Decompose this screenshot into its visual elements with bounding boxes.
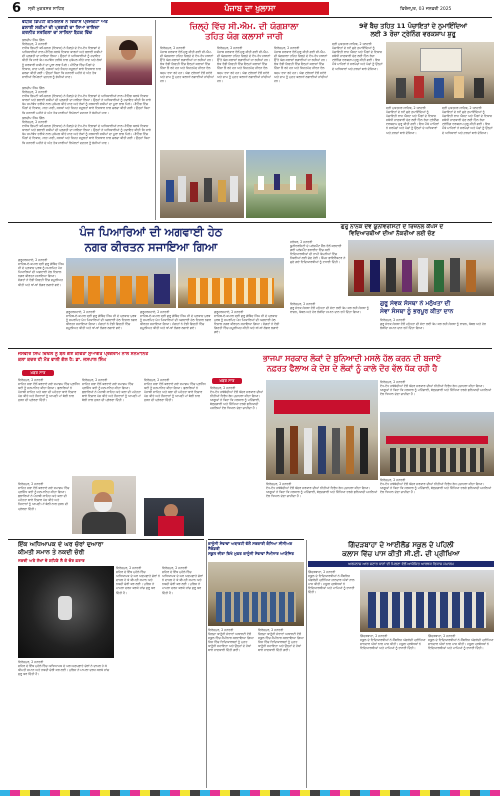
story-3-body-col1: ਸ੍ਰੀ ਮੁਕਤਸਰ ਸਾਹਿਬ, 2 ਜਨਵਰੀ ਪੰਚਾਇਤਾਂ ਦੇ ਨਵੇਂ ਚੁਣੇ ਨੁਮਾਇੰਦਿਆਂ ਨੂੰ ਪੰਚਾਇਤੀ ਰਾਜ ਐਕਟ ਅਤੇ ਪਿੰਡਾਂ ਦੇ ਵਿਕਾਸ ਸਬੰਧੀ ਜਾਣਕਾਰੀ ਦੇਣ ਲਈ ਤਿੰਨ ਰੋਜ਼ਾ ਟ੍ਰੇਨਿੰਗ ਵਰਕਸ਼ਾਪ ਸ਼ੁਰੂ ਕੀਤੀ ਗਈ। ਇਸ ਮੌਕੇ ਮਾਹਿਰਾਂ ਨੇ ਸਰਪੰਚਾਂ ਅਤੇ ਪੰਚਾਂ ਨੂੰ ਉਨ੍ਹਾਂ ਦੇ ਅਧਿਕਾਰਾਂ ਅਤੇ ਫ਼ਰਜ਼ਾਂ ਬਾਰੇ ਦੱਸਿਆ। — [332, 42, 383, 71]
story-8-body: ਫਿਰੋਜ਼ਪੁਰ, 2 ਜਨਵਰੀ ਵੱਖ-ਵੱਖ ਜਥੇਬੰਦੀਆਂ ਵੱਲੋਂ ਕੇਂਦਰ ਸਰਕਾਰ ਦੀਆਂ ਨੀਤੀਆਂ ਵਿਰੁੱਧ ਰੋਸ ਮੁਜ਼ਾਹਰਾ ਕੀਤਾ ਗਿਆ। ਆਗੂਆਂ ਨੇ ਕਿਹਾ ਕਿ ਸਰਕਾਰ ਨੂੰ ਮਹਿੰਗਾਈ, ਬੇਰੁਜ਼ਗਾਰੀ ਅਤੇ ਸਿੱਖਿਆ ਵਰਗੇ ਬੁਨਿਆਦੀ ਮਸਲਿਆਂ ਵੱਲ ਧਿਆਨ ਦੇਣਾ ਚਾਹੀਦਾ ਹੈ। — [210, 386, 264, 411]
story-4-body: ਗੁਰੂਹਰਸਹਾਏ, 2 ਜਨਵਰੀ ਸਾਹਿਬ-ਏ-ਕਮਾਲ ਸ੍ਰੀ ਗੁਰੂ ਗੋਬਿੰਦ ਸਿੰਘ ਜੀ ਦੇ ਪ੍ਰਕਾਸ਼ ਪੁਰਬ ਨੂੰ ਸਮਰਪਿਤ ਪੰਜ ਪਿਆਰਿਆਂ ਦੀ ਅਗਵਾਈ ਹੇਠ ਵਿਸ਼ਾਲ ਨਗਰ ਕੀਰਤਨ ਸਜਾਇਆ ਗਿਆ। ਸੰਗਤਾਂ ਨੇ ਵੱਡੀ ਗਿਣਤੀ ਵਿੱਚ ਸ਼ਮੂਲੀਅਤ ਕੀਤੀ ਅਤੇ ਥਾਂ-ਥਾਂ ਲੰਗਰ ਲਗਾਏ ਗਏ। — [18, 258, 64, 287]
story-7-body: ਫਿਰੋਜ਼ਪੁਰ, 2 ਜਨਵਰੀ ਸਾਹਿਤ ਸਭਾ ਵੱਲੋਂ ਕਰਵਾਏ ਗਏ ਸਮਾਗਮ ਵਿੱਚ ਪ੍ਰਸਿੱਧ ਕਵੀ ਨੂੰ ਸਨਮਾਨਿਤ ਕੀਤਾ ਗਿਆ। ਬੁਲਾਰਿਆਂ ਨੇ ਪੰਜਾਬੀ ਸਾਹਿਤ ਅਤੇ ਕਲਾ ਦੀ ਮਹੱਤਤਾ ਬਾਰੇ ਵਿਚਾਰ ਪੇਸ਼ ਕੀਤੇ ਅਤੇ ਨੌਜਵਾਨਾਂ ਨੂੰ ਆਪਣੀ ਮਾਂ ਬੋਲੀ ਨਾਲ ਜੁੜਨ ਦੀ ਪ੍ਰੇਰਣਾ ਦਿੱਤੀ। — [18, 378, 80, 403]
poet-portrait-photo — [72, 476, 136, 534]
story-1-extra-body: ਕੁਲਦੀਪ ਸਿੰਘ ਗਿੱਲ ਫਿਰੋਜ਼ਪੁਰ, 2 ਜਨਵਰੀ ਵਧੀਕ ਡਿਪਟੀ ਕਮਿਸ਼ਨਰ (ਵਿਕਾਸ) ਨੇ ਜ਼ਿਲ੍ਹੇ ਦੇ ਵੱਖ-ਵੱਖ ਵਿਭਾਗਾਂ ਦੇ ਅਧਿਕਾਰੀਆਂ ਨਾਲ ਮੀਟਿੰਗ ਕਰਕੇ ਵਿਕਾਸ ਕਾਰਜਾਂ ਅਤੇ ਭਲਾਈ ਸਕੀਮਾਂ ਦੀ ਪ੍ਰਗਤੀ ਦਾ ਜਾਇਜ਼ਾ ਲਿਆ। ਉਨ੍ਹਾਂ ਨੇ ਅਧਿਕਾਰੀਆਂ ਨੂੰ ਹਦਾਇਤ ਕੀਤੀ ਕਿ ਸਾਰੇ ਕੰਮ ਸਮਾਂਬੱਧ ਤਰੀਕੇ ਨਾਲ ਮੁਕੰਮਲ ਕੀਤੇ ਜਾਣ ਅਤੇ ਲੋਕਾਂ ਨੂੰ ਸਰਕਾਰੀ ਸਕੀਮਾਂ ਦਾ ਪੂਰਾ ਲਾਭ ਮਿਲੇ। ਮੀਟਿੰਗ ਵਿੱਚ ਪਿੰਡਾਂ ਦੇ ਵਿਕਾਸ, ਸਾਫ਼ ਪਾਣੀ, ਸੜਕਾਂ ਅਤੇ ਸਿਹਤ ਸਹੂਲਤਾਂ ਬਾਰੇ ਵਿਸਥਾਰ ਨਾਲ ਚਰਚਾ ਕੀਤੀ ਗਈ। ਉਨ੍ਹਾਂ ਕਿਹਾ ਕਿ ਜਨਵਰੀ ਮਹੀਨੇ ਦੇ ਅੰਤ ਤੱਕ ਸਾਰੀਆਂ ਰਿਪੋਰਟਾਂ ਦਫ਼ਤਰ ਨੂੰ ਭੇਜੀਆਂ ਜਾਣ। — [22, 116, 151, 145]
story-6-body: ਫਿਰੋਜ਼ਪੁਰ, 2 ਜਨਵਰੀ ਗੁਰੂ ਸੇਵਕ ਸੰਸਥਾ ਵੱਲੋਂ ਮਨੁੱਖਤਾ ਦੀ ਸੇਵਾ ਲਈ ਕੰਮ ਕਰ ਰਹੀ ਸੰਸਥਾ ਨੂੰ ਰਾਸ਼ਨ, ਕੰਬਲ ਅਤੇ ਹੋਰ ਲੋੜੀਂਦਾ ਸਮਾਨ ਦਾਨ ਵਜੋਂ ਦਿੱਤਾ ਗਿਆ। — [290, 302, 369, 315]
story-7-body-2: ਫਿਰੋਜ਼ਪੁਰ, 2 ਜਨਵਰੀ ਸਾਹਿਤ ਸਭਾ ਵੱਲੋਂ ਕਰਵਾਏ ਗਏ ਸਮਾਗਮ ਵਿੱਚ ਪ੍ਰਸਿੱਧ ਕਵੀ ਨੂੰ ਸਨਮਾਨਿਤ ਕੀਤਾ ਗਿਆ। ਬੁਲਾਰਿਆਂ ਨੇ ਪੰਜਾਬੀ ਸਾਹਿਤ ਅਤੇ ਕਲਾ ਦੀ ਮਹੱਤਤਾ ਬਾਰੇ ਵਿਚਾਰ ਪੇਸ਼ ਕੀਤੇ ਅਤੇ ਨੌਜਵਾਨਾਂ ਨੂੰ ਆਪਣੀ ਮਾਂ ਬੋਲੀ ਨਾਲ ਜੁੜਨ ਦੀ ਪ੍ਰੇਰਣਾ ਦਿੱਤੀ। — [82, 378, 141, 403]
news-tag-2: ਖ਼ਬਰ ਸਾਰ — [212, 378, 242, 384]
story-11-body: ਗਿੱਦੜਬਾਹਾ, 2 ਜਨਵਰੀ ਸਕੂਲ ਦੇ ਵਿਦਿਆਰਥੀਆਂ ਨੇ ਕੈਂਬਰਿਜ ਅੰਗਰੇਜ਼ੀ ਪ੍ਰੀਖਿਆ ਸ਼ਾਨਦਾਰ ਅੰਕਾਂ ਨਾਲ ਪਾਸ ਕੀਤੀ। ਸਕੂਲ ਪ੍ਰਬੰਧਕਾਂ ਨੇ ਵਿਦਿਆਰਥੀਆਂ ਅਤੇ ਮਾਪਿਆਂ ਨੂੰ ਵਧਾਈ ਦਿੱਤੀ। — [308, 570, 355, 595]
event-speaker-photo — [144, 498, 204, 536]
story-2-body-col3: ਫਿਰੋਜ਼ਪੁਰ, 2 ਜਨਵਰੀ ਪੰਜਾਬ ਸਰਕਾਰ ਵੱਲੋਂ ਸ਼ੁਰੂ ਕੀਤੀ ਗਈ ਸੀ.ਐਮ. ਦੀ ਯੋਗਸ਼ਾਲਾ ਤਹਿਤ ਜ਼ਿਲ੍ਹੇ ਦੇ ਵੱਖ-ਵੱਖ ਸਥਾਨਾਂ ਉੱਤੇ ਯੋਗ ਕਲਾਸਾਂ ਲਗਾਈਆਂ ਜਾ ਰਹੀਆਂ ਹਨ। ਲੋਕ ਵੱਡੀ ਗਿਣਤੀ ਵਿੱਚ ਇਨ੍ਹਾਂ ਕਲਾਸਾਂ ਵਿੱਚ ਹਿੱਸਾ ਲੈ ਰਹੇ ਹਨ ਅਤੇ ਸਿਹਤਮੰਦ ਜੀਵਨ ਵੱਲ ਕਦਮ ਵਧਾ ਰਹੇ ਹਨ। ਯੋਗ ਟ੍ਰੇਨਰਾਂ ਵੱਲੋਂ ਸਵੇਰੇ ਅਤੇ ਸ਼ਾਮ ਨੂੰ ਮੁਫ਼ਤ ਕਲਾਸਾਂ ਲਗਾਈਆਂ ਜਾਂਦੀਆਂ ਹਨ। — [274, 46, 328, 83]
story-1-headline: ਵਧੀਕ ਡਿਪਟੀ ਕਮਿਸ਼ਨਰ ਨੇ ਵਿਕਾਸ ਪ੍ਰੋਜੈਕਟਾਂ ਅਤੇ ਭਲਾਈ ਸਕੀਮਾਂ ਦੀ ਪ੍ਰਗਤੀ ਦਾ ਲਿਆ ਜਾਇਜ਼ਾ ਕਰਨੀਤ ਸਰਕਿਲਾ ਦਾ ਸਾਲਿਨਾ ਬੈਠਕ ਵਿੱਚ — [22, 20, 108, 37]
training-workshop-photo — [386, 42, 494, 104]
header-rule — [8, 17, 492, 18]
official-portrait-photo — [106, 36, 152, 85]
school-students-photo — [360, 570, 494, 632]
story-11-body-2: ਗਿੱਦੜਬਾਹਾ, 2 ਜਨਵਰੀ ਸਕੂਲ ਦੇ ਵਿਦਿਆਰਥੀਆਂ ਨੇ ਕੈਂਬਰਿਜ ਅੰਗਰੇਜ਼ੀ ਪ੍ਰੀਖਿਆ ਸ਼ਾਨਦਾਰ ਅੰਕਾਂ ਨਾਲ ਪਾਸ ਕੀਤੀ। ਸਕੂਲ ਪ੍ਰਬੰਧਕਾਂ ਨੇ ਵਿਦਿਆਰਥੀਆਂ ਅਤੇ ਮਾਪਿਆਂ ਨੂੰ ਵਧਾਈ ਦਿੱਤੀ। — [360, 634, 426, 651]
story-7-body-4: ਫਿਰੋਜ਼ਪੁਰ, 2 ਜਨਵਰੀ ਸਾਹਿਤ ਸਭਾ ਵੱਲੋਂ ਕਰਵਾਏ ਗਏ ਸਮਾਗਮ ਵਿੱਚ ਪ੍ਰਸਿੱਧ ਕਵੀ ਨੂੰ ਸਨਮਾਨਿਤ ਕੀਤਾ ਗਿਆ। ਬੁਲਾਰਿਆਂ ਨੇ ਪੰਜਾਬੀ ਸਾਹਿਤ ਅਤੇ ਕਲਾ ਦੀ ਮਹੱਤਤਾ ਬਾਰੇ ਵਿਚਾਰ ਪੇਸ਼ ਕੀਤੇ ਅਤੇ ਨੌਜਵਾਨਾਂ ਨੂੰ ਆਪਣੀ ਮਾਂ ਬੋਲੀ ਨਾਲ ਜੁੜਨ ਦੀ ਪ੍ਰੇਰਣਾ ਦਿੱਤੀ। — [18, 482, 70, 511]
story-5-body: ਜਲੰਧਰ, 2 ਜਨਵਰੀ ਯੂਨੀਵਰਸਿਟੀ ਦੇ ਪਲੇਸਮੈਂਟ ਸੈੱਲ ਵੱਲੋਂ ਕਰਵਾਈ ਗਈ ਪਲੇਸਮੈਂਟ ਡਰਾਈਵ ਵਿੱਚ ਕਈ ਵਿਦਿਆਰਥੀਆਂ ਦੀ ਨਾਮੀ ਕੰਪਨੀਆਂ ਵਿੱਚ ਨੌਕਰੀਆਂ ਲਈ ਚੋਣ ਹੋਈ। ਕੈਂਪਸ ਡਾਇਰੈਕਟਰ ਨੇ ਚੁਣੇ ਗਏ ਵਿਦਿਆਰਥੀਆਂ ਨੂੰ ਵਧਾਈ ਦਿੱਤੀ। — [290, 240, 346, 265]
page-number: 6 — [12, 1, 22, 16]
story-2-body-col2: ਫਿਰੋਜ਼ਪੁਰ, 2 ਜਨਵਰੀ ਪੰਜਾਬ ਸਰਕਾਰ ਵੱਲੋਂ ਸ਼ੁਰੂ ਕੀਤੀ ਗਈ ਸੀ.ਐਮ. ਦੀ ਯੋਗਸ਼ਾਲਾ ਤਹਿਤ ਜ਼ਿਲ੍ਹੇ ਦੇ ਵੱਖ-ਵੱਖ ਸਥਾਨਾਂ ਉੱਤੇ ਯੋਗ ਕਲਾਸਾਂ ਲਗਾਈਆਂ ਜਾ ਰਹੀਆਂ ਹਨ। ਲੋਕ ਵੱਡੀ ਗਿਣਤੀ ਵਿੱਚ ਇਨ੍ਹਾਂ ਕਲਾਸਾਂ ਵਿੱਚ ਹਿੱਸਾ ਲੈ ਰਹੇ ਹਨ ਅਤੇ ਸਿਹਤਮੰਦ ਜੀਵਨ ਵੱਲ ਕਦਮ ਵਧਾ ਰਹੇ ਹਨ। ਯੋਗ ਟ੍ਰੇਨਰਾਂ ਵੱਲੋਂ ਸਵੇਰੇ ਅਤੇ ਸ਼ਾਮ ਨੂੰ ਮੁਫ਼ਤ ਕਲਾਸਾਂ ਲਗਾਈਆਂ ਜਾਂਦੀਆਂ ਹਨ। — [217, 46, 271, 83]
story-8-body-4: ਫਿਰੋਜ਼ਪੁਰ, 2 ਜਨਵਰੀ ਵੱਖ-ਵੱਖ ਜਥੇਬੰਦੀਆਂ ਵੱਲੋਂ ਕੇਂਦਰ ਸਰਕਾਰ ਦੀਆਂ ਨੀਤੀਆਂ ਵਿਰੁੱਧ ਰੋਸ ਮੁਜ਼ਾਹਰਾ ਕੀਤਾ ਗਿਆ। ਆਗੂਆਂ ਨੇ ਕਿਹਾ ਕਿ ਸਰਕਾਰ ਨੂੰ ਮਹਿੰਗਾਈ, ਬੇਰੁਜ਼ਗਾਰੀ ਅਤੇ ਸਿੱਖਿਆ ਵਰਗੇ ਬੁਨਿਆਦੀ ਮਸਲਿਆਂ ਵੱਲ ਧਿਆਨ ਦੇਣਾ ਚਾਹੀਦਾ ਹੈ। — [380, 478, 492, 495]
yoga-class-photo — [160, 150, 244, 218]
nagar-kirtan-photo-1 — [66, 258, 176, 308]
story-9-top-rule — [8, 539, 204, 540]
yoga-outdoor-photo — [246, 150, 326, 218]
story-1-body-cont: ਕੁਲਦੀਪ ਸਿੰਘ ਗਿੱਲ ਫਿਰੋਜ਼ਪੁਰ, 2 ਜਨਵਰੀ ਵਧੀਕ ਡਿਪਟੀ ਕਮਿਸ਼ਨਰ (ਵਿਕਾਸ) ਨੇ ਜ਼ਿਲ੍ਹੇ ਦੇ ਵੱਖ-ਵੱਖ ਵਿਭਾਗਾਂ ਦੇ ਅਧਿਕਾਰੀਆਂ ਨਾਲ ਮੀਟਿੰਗ ਕਰਕੇ ਵਿਕਾਸ ਕਾਰਜਾਂ ਅਤੇ ਭਲਾਈ ਸਕੀਮਾਂ ਦੀ ਪ੍ਰਗਤੀ ਦਾ ਜਾਇਜ਼ਾ ਲਿਆ। ਉਨ੍ਹਾਂ ਨੇ ਅਧਿਕਾਰੀਆਂ ਨੂੰ ਹਦਾਇਤ ਕੀਤੀ ਕਿ ਸਾਰੇ ਕੰਮ ਸਮਾਂਬੱਧ ਤਰੀਕੇ ਨਾਲ ਮੁਕੰਮਲ ਕੀਤੇ ਜਾਣ ਅਤੇ ਲੋਕਾਂ ਨੂੰ ਸਰਕਾਰੀ ਸਕੀਮਾਂ ਦਾ ਪੂਰਾ ਲਾਭ ਮਿਲੇ। ਮੀਟਿੰਗ ਵਿੱਚ ਪਿੰਡਾਂ ਦੇ ਵਿਕਾਸ, ਸਾਫ਼ ਪਾਣੀ, ਸੜਕਾਂ ਅਤੇ ਸਿਹਤ ਸਹੂਲਤਾਂ ਬਾਰੇ ਵਿਸਥਾਰ ਨਾਲ ਚਰਚਾ ਕੀਤੀ ਗਈ। ਉਨ੍ਹਾਂ ਕਿਹਾ ਕਿ ਜਨਵਰੀ ਮਹੀਨੇ ਦੇ ਅੰਤ ਤੱਕ ਸਾਰੀਆਂ ਰਿਪੋਰਟਾਂ ਦਫ਼ਤਰ ਨੂੰ ਭੇਜੀਆਂ ਜਾਣ। — [22, 86, 151, 114]
story-11-subheadline: ਅਰਜਨਾਸ਼ ਆਰ ਸਟਾਰ ਧਾਨਾਂ ਦੀ ਮਿਲਣਾ ਵੱਲੋਂ ਆਯੋਜਿਤ ਆਰਥਕ ਵਿਕਾਸ ਸਮਾਗਮ — [308, 561, 494, 567]
issue-date: ਫਿਰੋਜ਼ਪੁਰ, 03 ਜਨਵਰੀ 2025 — [400, 7, 452, 12]
news-tag-1: ਖ਼ਬਰ ਸਾਰ — [22, 370, 54, 376]
story-3-body-col2: ਸ੍ਰੀ ਮੁਕਤਸਰ ਸਾਹਿਬ, 2 ਜਨਵਰੀ ਪੰਚਾਇਤਾਂ ਦੇ ਨਵੇਂ ਚੁਣੇ ਨੁਮਾਇੰਦਿਆਂ ਨੂੰ ਪੰਚਾਇਤੀ ਰਾਜ ਐਕਟ ਅਤੇ ਪਿੰਡਾਂ ਦੇ ਵਿਕਾਸ ਸਬੰਧੀ ਜਾਣਕਾਰੀ ਦੇਣ ਲਈ ਤਿੰਨ ਰੋਜ਼ਾ ਟ੍ਰੇਨਿੰਗ ਵਰਕਸ਼ਾਪ ਸ਼ੁਰੂ ਕੀਤੀ ਗਈ। ਇਸ ਮੌਕੇ ਮਾਹਿਰਾਂ ਨੇ ਸਰਪੰਚਾਂ ਅਤੇ ਪੰਚਾਂ ਨੂੰ ਉਨ੍ਹਾਂ ਦੇ ਅਧਿਕਾਰਾਂ ਅਤੇ ਫ਼ਰਜ਼ਾਂ ਬਾਰੇ ਦੱਸਿਆ। — [386, 106, 439, 135]
masthead: ਪੰਜਾਬ ਦਾ ਖੁਲਾਸਾ — [171, 2, 329, 15]
column-rule-left — [155, 20, 156, 220]
story-11-headline: ਗਿੱਦੜਬਾਹਾ ਦੇ ਆਈਲੈਂਡ ਸਕੂਲ ਦੇ ਪਹਿਲੀ ਕਲਾਸ ਵਿੱਚ ਪਾਸ ਕੀਤੀ ਸੀ.ਈ. ਦੀ ਪ੍ਰੀਖਿਆ — [342, 541, 460, 558]
story-2-headline: ਜ਼ਿਲ੍ਹੇ ਵਿੱਚ ਸੀ.ਐਮ. ਦੀ ਯੋਗਸ਼ਾਲਾ ਤਹਿਤ ਯੋਗ ਕਲਾਸਾਂ ਜਾਰੀ — [189, 22, 299, 42]
story-4-top-rule — [8, 222, 492, 223]
story-2-body-col1: ਫਿਰੋਜ਼ਪੁਰ, 2 ਜਨਵਰੀ ਪੰਜਾਬ ਸਰਕਾਰ ਵੱਲੋਂ ਸ਼ੁਰੂ ਕੀਤੀ ਗਈ ਸੀ.ਐਮ. ਦੀ ਯੋਗਸ਼ਾਲਾ ਤਹਿਤ ਜ਼ਿਲ੍ਹੇ ਦੇ ਵੱਖ-ਵੱਖ ਸਥਾਨਾਂ ਉੱਤੇ ਯੋਗ ਕਲਾਸਾਂ ਲਗਾਈਆਂ ਜਾ ਰਹੀਆਂ ਹਨ। ਲੋਕ ਵੱਡੀ ਗਿਣਤੀ ਵਿੱਚ ਇਨ੍ਹਾਂ ਕਲਾਸਾਂ ਵਿੱਚ ਹਿੱਸਾ ਲੈ ਰਹੇ ਹਨ ਅਤੇ ਸਿਹਤਮੰਦ ਜੀਵਨ ਵੱਲ ਕਦਮ ਵਧਾ ਰਹੇ ਹਨ। ਯੋਗ ਟ੍ਰੇਨਰਾਂ ਵੱਲੋਂ ਸਵੇਰੇ ਅਤੇ ਸ਼ਾਮ ਨੂੰ ਮੁਫ਼ਤ ਕਲਾਸਾਂ ਲਗਾਈਆਂ ਜਾਂਦੀਆਂ ਹਨ। — [160, 46, 214, 83]
story-3-headline: 9ਵੇਂ ਬੈਚ ਤਹਿਤ 11 ਪੰਚਾਇਤਾਂ ਦੇ ਨੁਮਾਇੰਦਿਆਂ ਲਈ 3 ਰੋਜ਼ਾ ਟ੍ਰੇਨਿੰਗ ਵਰਕਸ਼ਾਪ ਸ਼ੁਰੂ — [359, 22, 467, 38]
story-8-headline: ਭਾਜਪਾ ਸਰਕਾਰ ਲੋਕਾਂ ਦੇ ਬੁਨਿਆਦੀ ਮਸਲੇ ਹੱਲ ਕਰਨ ਦੀ ਬਜਾਏ ਨਫ਼ਰਤ ਫੈਲਾਅ ਕੇ ਦੇਸ਼ ਦੇ ਲੋਕਾਂ ਨੂੰ ਕਾਲੇ ਦੌਰ ਵੱਲ ਧੱਕ ਰਹੀ ਹੈ — [263, 354, 441, 373]
theft-scene-photo — [18, 566, 114, 658]
page-header — [0, 0, 500, 18]
story-8-body-3: ਫਿਰੋਜ਼ਪੁਰ, 2 ਜਨਵਰੀ ਵੱਖ-ਵੱਖ ਜਥੇਬੰਦੀਆਂ ਵੱਲੋਂ ਕੇਂਦਰ ਸਰਕਾਰ ਦੀਆਂ ਨੀਤੀਆਂ ਵਿਰੁੱਧ ਰੋਸ ਮੁਜ਼ਾਹਰਾ ਕੀਤਾ ਗਿਆ। ਆਗੂਆਂ ਨੇ ਕਿਹਾ ਕਿ ਸਰਕਾਰ ਨੂੰ ਮਹਿੰਗਾਈ, ਬੇਰੁਜ਼ਗਾਰੀ ਅਤੇ ਸਿੱਖਿਆ ਵਰਗੇ ਬੁਨਿਆਦੀ ਮਸਲਿਆਂ ਵੱਲ ਧਿਆਨ ਦੇਣਾ ਚਾਹੀਦਾ ਹੈ। — [380, 380, 492, 397]
story-4-headline: ਪੰਜ ਪਿਆਰਿਆਂ ਦੀ ਅਗਵਾਈ ਹੇਠ ਨਗਰ ਕੀਰਤਨ ਸਜਾਇਆ ਗਿਆ — [79, 225, 223, 254]
story-6-body-2: ਫਿਰੋਜ਼ਪੁਰ, 2 ਜਨਵਰੀ ਗੁਰੂ ਸੇਵਕ ਸੰਸਥਾ ਵੱਲੋਂ ਮਨੁੱਖਤਾ ਦੀ ਸੇਵਾ ਲਈ ਕੰਮ ਕਰ ਰਹੀ ਸੰਸਥਾ ਨੂੰ ਰਾਸ਼ਨ, ਕੰਬਲ ਅਤੇ ਹੋਰ ਲੋੜੀਂਦਾ ਸਮਾਨ ਦਾਨ ਵਜੋਂ ਦਿੱਤਾ ਗਿਆ। — [380, 318, 486, 331]
story-5-headline: ਗੁਰੂ ਨਾਨਕ ਦੇਵ ਯੂਨੀਵਰਸਿਟੀ ਦੇ ਰਿਜ਼ਨਲ ਕੈਂਪਸ ਦੇ ਵਿਦਿਆਰਥੀਆਂ ਦੀਆਂ ਨੌਕਰੀਆਂ ਲਈ ਚੋਣ — [340, 224, 444, 237]
color-registration-strip — [0, 790, 500, 796]
story-9-body-2: ਫਿਰੋਜ਼ਪੁਰ, 2 ਜਨਵਰੀ ਸ਼ਹਿਰ ਦੇ ਇੱਕ ਮੁਹੱਲੇ ਵਿੱਚ ਅਧਿਆਪਕ ਦੇ ਘਰ ਅਣਪਛਾਤੇ ਚੋਰਾਂ ਨੇ ਦਾਖ਼ਲ ਹੋ ਕੇ ਕੀਮਤੀ ਸਮਾਨ ਅਤੇ ਨਕਦੀ ਚੋਰੀ ਕਰ ਲਈ। ਪੁਲਿਸ ਨੇ ਮਾਮਲਾ ਦਰਜ ਕਰਕੇ ਜਾਂਚ ਸ਼ੁਰੂ ਕਰ ਦਿੱਤੀ ਹੈ। — [162, 566, 203, 595]
university-students-photo — [348, 240, 494, 296]
story-9-headline: ਇੱਕ ਅਧਿਆਪਕ ਦੇ ਘਰ ਚੋਰਾਂ ਦੁਆਰਾ ਕੀਮਤੀ ਸਮਾਨ ਤੇ ਨਕਦੀ ਚੋਰੀ — [18, 541, 104, 556]
story-7-body-3: ਫਿਰੋਜ਼ਪੁਰ, 2 ਜਨਵਰੀ ਸਾਹਿਤ ਸਭਾ ਵੱਲੋਂ ਕਰਵਾਏ ਗਏ ਸਮਾਗਮ ਵਿੱਚ ਪ੍ਰਸਿੱਧ ਕਵੀ ਨੂੰ ਸਨਮਾਨਿਤ ਕੀਤਾ ਗਿਆ। ਬੁਲਾਰਿਆਂ ਨੇ ਪੰਜਾਬੀ ਸਾਹਿਤ ਅਤੇ ਕਲਾ ਦੀ ਮਹੱਤਤਾ ਬਾਰੇ ਵਿਚਾਰ ਪੇਸ਼ ਕੀਤੇ ਅਤੇ ਨੌਜਵਾਨਾਂ ਨੂੰ ਆਪਣੀ ਮਾਂ ਬੋਲੀ ਨਾਲ ਜੁੜਨ ਦੀ ਪ੍ਰੇਰਣਾ ਦਿੱਤੀ। — [144, 378, 206, 403]
story-1-body: ਕੁਲਦੀਪ ਸਿੰਘ ਗਿੱਲ ਫਿਰੋਜ਼ਪੁਰ, 2 ਜਨਵਰੀ ਵਧੀਕ ਡਿਪਟੀ ਕਮਿਸ਼ਨਰ (ਵਿਕਾਸ) ਨੇ ਜ਼ਿਲ੍ਹੇ ਦੇ ਵੱਖ-ਵੱਖ ਵਿਭਾਗਾਂ ਦੇ ਅਧਿਕਾਰੀਆਂ ਨਾਲ ਮੀਟਿੰਗ ਕਰਕੇ ਵਿਕਾਸ ਕਾਰਜਾਂ ਅਤੇ ਭਲਾਈ ਸਕੀਮਾਂ ਦੀ ਪ੍ਰਗਤੀ ਦਾ ਜਾਇਜ਼ਾ ਲਿਆ। ਉਨ੍ਹਾਂ ਨੇ ਅਧਿਕਾਰੀਆਂ ਨੂੰ ਹਦਾਇਤ ਕੀਤੀ ਕਿ ਸਾਰੇ ਕੰਮ ਸਮਾਂਬੱਧ ਤਰੀਕੇ ਨਾਲ ਮੁਕੰਮਲ ਕੀਤੇ ਜਾਣ ਅਤੇ ਲੋਕਾਂ ਨੂੰ ਸਰਕਾਰੀ ਸਕੀਮਾਂ ਦਾ ਪੂਰਾ ਲਾਭ ਮਿਲੇ। ਮੀਟਿੰਗ ਵਿੱਚ ਪਿੰਡਾਂ ਦੇ ਵਿਕਾਸ, ਸਾਫ਼ ਪਾਣੀ, ਸੜਕਾਂ ਅਤੇ ਸਿਹਤ ਸਹੂਲਤਾਂ ਬਾਰੇ ਵਿਸਥਾਰ ਨਾਲ ਚਰਚਾ ਕੀਤੀ ਗਈ। ਉਨ੍ਹਾਂ ਕਿਹਾ ਕਿ ਜਨਵਰੀ ਮਹੀਨੇ ਦੇ ਅੰਤ ਤੱਕ ਸਾਰੀਆਂ ਰਿਪੋਰਟਾਂ ਦਫ਼ਤਰ ਨੂੰ ਭੇਜੀਆਂ ਜਾਣ। — [22, 38, 103, 79]
column-rule-bottom-1 — [206, 540, 207, 788]
story-9-subheadline: ਨਕਦੀ ਅਤੇ ਲੱਖਾਂ ਦੇ ਗਹਿਣੇ ਲੈ ਕੇ ਚੋਰ ਫ਼ਰਾਰ — [18, 558, 85, 563]
story-10-body-2: ਫਿਰੋਜ਼ਪੁਰ, 2 ਜਨਵਰੀ ਜ਼ਿਲ੍ਹਾ ਕਾਨੂੰਨੀ ਸੇਵਾਵਾਂ ਅਥਾਰਟੀ ਵੱਲੋਂ ਸਕੂਲ ਵਿੱਚ ਸੈਮੀਨਾਰ ਕਰਵਾਇਆ ਗਿਆ ਜਿਸ ਵਿੱਚ ਵਿਦਿਆਰਥਣਾਂ ਨੂੰ ਮੁਫ਼ਤ ਕਾਨੂੰਨੀ ਸਹਾਇਤਾ ਅਤੇ ਉਨ੍ਹਾਂ ਦੇ ਹੱਕਾਂ ਬਾਰੇ ਜਾਣਕਾਰੀ ਦਿੱਤੀ ਗਈ। — [258, 628, 304, 653]
story-10-headline: ਕਾਨੂੰਨੀ ਸੇਵਾਵਾਂ ਅਥਾਰਟੀ ਵੱਲੋਂ ਸਰਕਾਰੀ ਕੰਨਿਆ ਸੀਨੀਅਰ ਸੈਕੰਡਰੀ ਸਕੂਲ ਜ਼ੀਰਾ ਵਿਖੇ ਮੁਫ਼ਤ ਕਾਨੂੰਨੀ ਸੇਵਾਵਾਂ ਸੈਮੀਨਾਰ ਆਯੋਜਿਤ — [208, 541, 294, 556]
protest-street-photo — [380, 412, 494, 476]
story-4-body-4: ਗੁਰੂਹਰਸਹਾਏ, 2 ਜਨਵਰੀ ਸਾਹਿਬ-ਏ-ਕਮਾਲ ਸ੍ਰੀ ਗੁਰੂ ਗੋਬਿੰਦ ਸਿੰਘ ਜੀ ਦੇ ਪ੍ਰਕਾਸ਼ ਪੁਰਬ ਨੂੰ ਸਮਰਪਿਤ ਪੰਜ ਪਿਆਰਿਆਂ ਦੀ ਅਗਵਾਈ ਹੇਠ ਵਿਸ਼ਾਲ ਨਗਰ ਕੀਰਤਨ ਸਜਾਇਆ ਗਿਆ। ਸੰਗਤਾਂ ਨੇ ਵੱਡੀ ਗਿਣਤੀ ਵਿੱਚ ਸ਼ਮੂਲੀਅਤ ਕੀਤੀ ਅਤੇ ਥਾਂ-ਥਾਂ ਲੰਗਰ ਲਗਾਏ ਗਏ। — [214, 310, 280, 335]
story-4-body-2: ਗੁਰੂਹਰਸਹਾਏ, 2 ਜਨਵਰੀ ਸਾਹਿਬ-ਏ-ਕਮਾਲ ਸ੍ਰੀ ਗੁਰੂ ਗੋਬਿੰਦ ਸਿੰਘ ਜੀ ਦੇ ਪ੍ਰਕਾਸ਼ ਪੁਰਬ ਨੂੰ ਸਮਰਪਿਤ ਪੰਜ ਪਿਆਰਿਆਂ ਦੀ ਅਗਵਾਈ ਹੇਠ ਵਿਸ਼ਾਲ ਨਗਰ ਕੀਰਤਨ ਸਜਾਇਆ ਗਿਆ। ਸੰਗਤਾਂ ਨੇ ਵੱਡੀ ਗਿਣਤੀ ਵਿੱਚ ਸ਼ਮੂਲੀਅਤ ਕੀਤੀ ਅਤੇ ਥਾਂ-ਥਾਂ ਲੰਗਰ ਲਗਾਏ ਗਏ। — [66, 310, 138, 331]
publisher-name: ਸ੍ਰੀ ਮੁਕਤਸਰ ਸਾਹਿਬ — [28, 7, 65, 12]
story-9-body-3: ਫਿਰੋਜ਼ਪੁਰ, 2 ਜਨਵਰੀ ਸ਼ਹਿਰ ਦੇ ਇੱਕ ਮੁਹੱਲੇ ਵਿੱਚ ਅਧਿਆਪਕ ਦੇ ਘਰ ਅਣਪਛਾਤੇ ਚੋਰਾਂ ਨੇ ਦਾਖ਼ਲ ਹੋ ਕੇ ਕੀਮਤੀ ਸਮਾਨ ਅਤੇ ਨਕਦੀ ਚੋਰੀ ਕਰ ਲਈ। ਪੁਲਿਸ ਨੇ ਮਾਮਲਾ ਦਰਜ ਕਰਕੇ ਜਾਂਚ ਸ਼ੁਰੂ ਕਰ ਦਿੱਤੀ ਹੈ। — [18, 660, 110, 677]
story-3-body-col3: ਸ੍ਰੀ ਮੁਕਤਸਰ ਸਾਹਿਬ, 2 ਜਨਵਰੀ ਪੰਚਾਇਤਾਂ ਦੇ ਨਵੇਂ ਚੁਣੇ ਨੁਮਾਇੰਦਿਆਂ ਨੂੰ ਪੰਚਾਇਤੀ ਰਾਜ ਐਕਟ ਅਤੇ ਪਿੰਡਾਂ ਦੇ ਵਿਕਾਸ ਸਬੰਧੀ ਜਾਣਕਾਰੀ ਦੇਣ ਲਈ ਤਿੰਨ ਰੋਜ਼ਾ ਟ੍ਰੇਨਿੰਗ ਵਰਕਸ਼ਾਪ ਸ਼ੁਰੂ ਕੀਤੀ ਗਈ। ਇਸ ਮੌਕੇ ਮਾਹਿਰਾਂ ਨੇ ਸਰਪੰਚਾਂ ਅਤੇ ਪੰਚਾਂ ਨੂੰ ਉਨ੍ਹਾਂ ਦੇ ਅਧਿਕਾਰਾਂ ਅਤੇ ਫ਼ਰਜ਼ਾਂ ਬਾਰੇ ਦੱਸਿਆ। — [442, 106, 493, 135]
story-8-body-2: ਫਿਰੋਜ਼ਪੁਰ, 2 ਜਨਵਰੀ ਵੱਖ-ਵੱਖ ਜਥੇਬੰਦੀਆਂ ਵੱਲੋਂ ਕੇਂਦਰ ਸਰਕਾਰ ਦੀਆਂ ਨੀਤੀਆਂ ਵਿਰੁੱਧ ਰੋਸ ਮੁਜ਼ਾਹਰਾ ਕੀਤਾ ਗਿਆ। ਆਗੂਆਂ ਨੇ ਕਿਹਾ ਕਿ ਸਰਕਾਰ ਨੂੰ ਮਹਿੰਗਾਈ, ਬੇਰੁਜ਼ਗਾਰੀ ਅਤੇ ਸਿੱਖਿਆ ਵਰਗੇ ਬੁਨਿਆਦੀ ਮਸਲਿਆਂ ਵੱਲ ਧਿਆਨ ਦੇਣਾ ਚਾਹੀਦਾ ਹੈ। — [266, 482, 378, 499]
story-7-headline: ਜਸਵੀਰ ਸਿੰਘ ਦਿਓਲ ਨੂੰ ਬਲੋਂ ਗਏ ਕਵਿਤਾ ਸੁਆਗਤ ਪ੍ਰੋਗਰਾਮ ਨਾਲ ਸਨਮਾਨਿਤ ਕਲਾ ਕਦਰ ਹੀ ਮੌਤ ਵਾਲੀ ਗੱਲ ਹੈ: ਡਾ. ਜਸਪਾਲ ਸਿੰਘ — [18, 352, 149, 363]
protest-rally-photo — [266, 380, 378, 480]
story-11-body-3: ਗਿੱਦੜਬਾਹਾ, 2 ਜਨਵਰੀ ਸਕੂਲ ਦੇ ਵਿਦਿਆਰਥੀਆਂ ਨੇ ਕੈਂਬਰਿਜ ਅੰਗਰੇਜ਼ੀ ਪ੍ਰੀਖਿਆ ਸ਼ਾਨਦਾਰ ਅੰਕਾਂ ਨਾਲ ਪਾਸ ਕੀਤੀ। ਸਕੂਲ ਪ੍ਰਬੰਧਕਾਂ ਨੇ ਵਿਦਿਆਰਥੀਆਂ ਅਤੇ ਮਾਪਿਆਂ ਨੂੰ ਵਧਾਈ ਦਿੱਤੀ। — [428, 634, 494, 651]
story-9-body: ਫਿਰੋਜ਼ਪੁਰ, 2 ਜਨਵਰੀ ਸ਼ਹਿਰ ਦੇ ਇੱਕ ਮੁਹੱਲੇ ਵਿੱਚ ਅਧਿਆਪਕ ਦੇ ਘਰ ਅਣਪਛਾਤੇ ਚੋਰਾਂ ਨੇ ਦਾਖ਼ਲ ਹੋ ਕੇ ਕੀਮਤੀ ਸਮਾਨ ਅਤੇ ਨਕਦੀ ਚੋਰੀ ਕਰ ਲਈ। ਪੁਲਿਸ ਨੇ ਮਾਮਲਾ ਦਰਜ ਕਰਕੇ ਜਾਂਚ ਸ਼ੁਰੂ ਕਰ ਦਿੱਤੀ ਹੈ। — [116, 566, 160, 595]
legal-seminar-photo — [208, 562, 304, 626]
story-10-body: ਫਿਰੋਜ਼ਪੁਰ, 2 ਜਨਵਰੀ ਜ਼ਿਲ੍ਹਾ ਕਾਨੂੰਨੀ ਸੇਵਾਵਾਂ ਅਥਾਰਟੀ ਵੱਲੋਂ ਸਕੂਲ ਵਿੱਚ ਸੈਮੀਨਾਰ ਕਰਵਾਇਆ ਗਿਆ ਜਿਸ ਵਿੱਚ ਵਿਦਿਆਰਥਣਾਂ ਨੂੰ ਮੁਫ਼ਤ ਕਾਨੂੰਨੀ ਸਹਾਇਤਾ ਅਤੇ ਉਨ੍ਹਾਂ ਦੇ ਹੱਕਾਂ ਬਾਰੇ ਜਾਣਕਾਰੀ ਦਿੱਤੀ ਗਈ। — [208, 628, 254, 653]
story-6-headline: ਗੁਰੂ ਸੇਵਕ ਸੰਸਥਾ ਨੇ ਮਨੁੱਖਤਾ ਦੀ ਸੇਵਾ ਸੰਸਥਾ ਨੂੰ ਭਰਪੂਰ ਕੀਤਾ ਦਾਨ — [380, 300, 454, 315]
story-10-top-rule — [208, 539, 304, 540]
nagar-kirtan-photo-2 — [178, 258, 284, 308]
column-rule-bottom-2 — [306, 540, 307, 788]
story-7-top-rule — [8, 348, 492, 349]
story-4-body-3: ਗੁਰੂਹਰਸਹਾਏ, 2 ਜਨਵਰੀ ਸਾਹਿਬ-ਏ-ਕਮਾਲ ਸ੍ਰੀ ਗੁਰੂ ਗੋਬਿੰਦ ਸਿੰਘ ਜੀ ਦੇ ਪ੍ਰਕਾਸ਼ ਪੁਰਬ ਨੂੰ ਸਮਰਪਿਤ ਪੰਜ ਪਿਆਰਿਆਂ ਦੀ ਅਗਵਾਈ ਹੇਠ ਵਿਸ਼ਾਲ ਨਗਰ ਕੀਰਤਨ ਸਜਾਇਆ ਗਿਆ। ਸੰਗਤਾਂ ਨੇ ਵੱਡੀ ਗਿਣਤੀ ਵਿੱਚ ਸ਼ਮੂਲੀਅਤ ਕੀਤੀ ਅਤੇ ਥਾਂ-ਥਾਂ ਲੰਗਰ ਲਗਾਏ ਗਏ। — [140, 310, 212, 331]
